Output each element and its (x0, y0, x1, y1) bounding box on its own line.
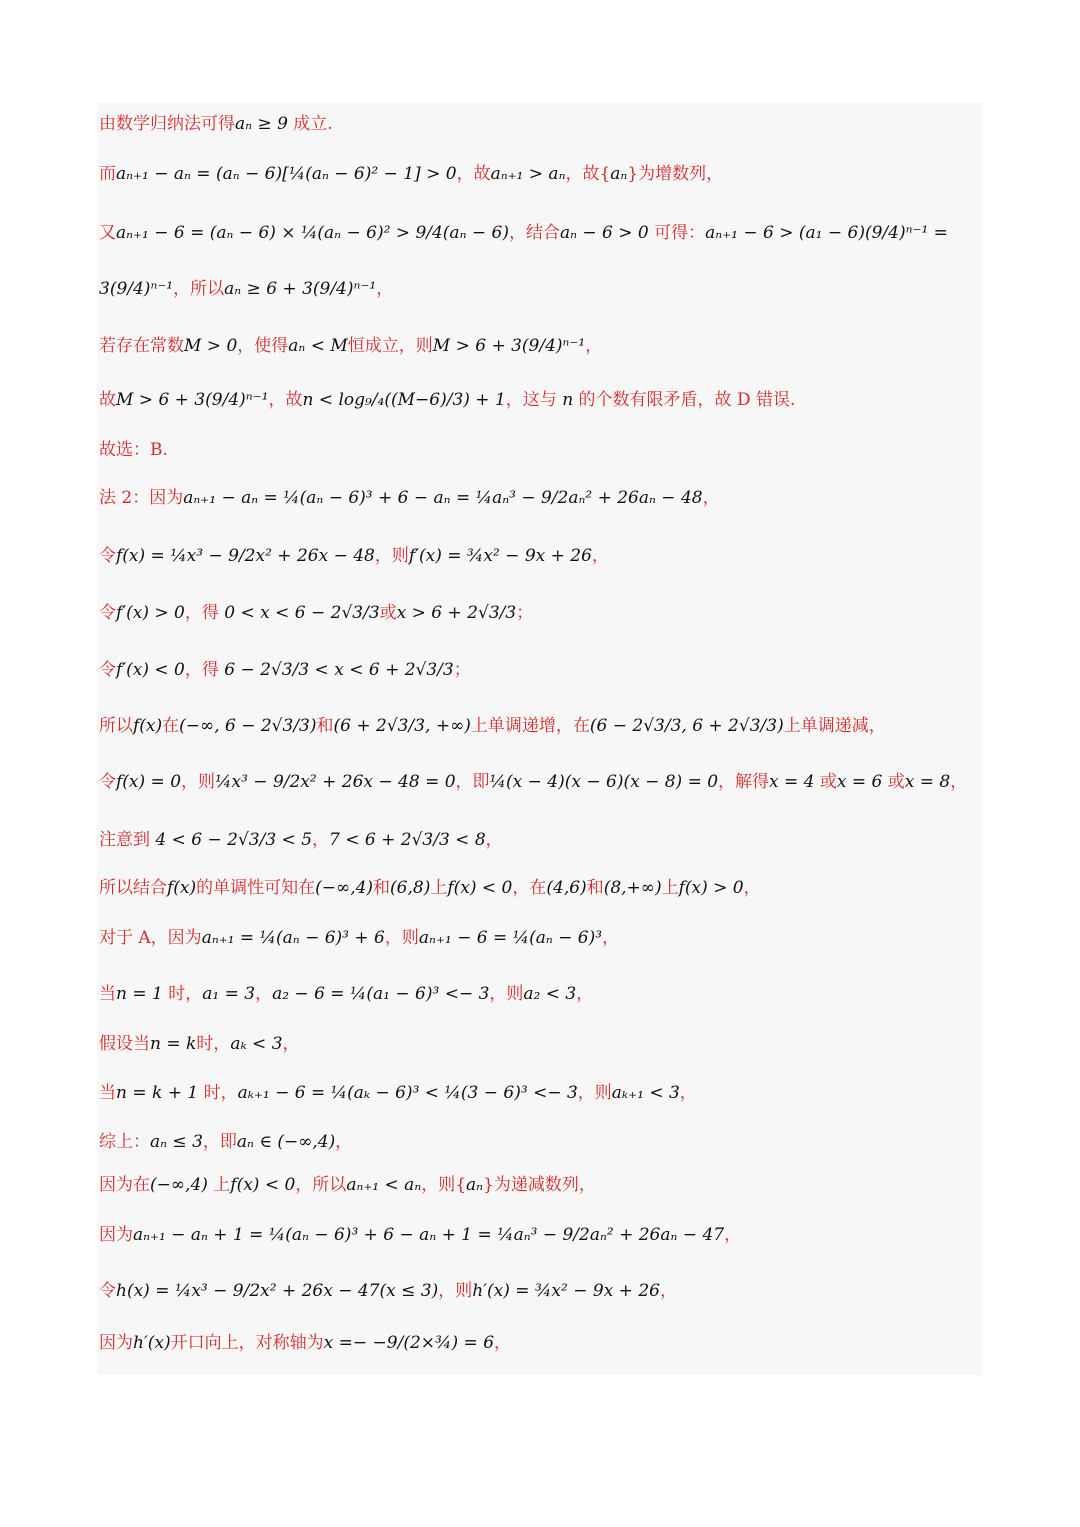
math-expression: aₙ₊₁ − 6 = (aₙ − 6) × ¼(aₙ − 6)² > 9/4(aₙ − 6) (116, 223, 509, 243)
math-expression: n < log₉/₄((M−6)/3) + 1 (302, 390, 506, 410)
solution-line (99, 274, 393, 304)
explanation-text: ，所以 (173, 279, 225, 299)
solution-line (99, 385, 795, 415)
explanation-text: 时， (162, 984, 203, 1004)
math-expression: M > 6 + 3(9/4)ⁿ⁻¹ (432, 336, 586, 356)
math-expression: (6 − 2√3/3, 6 + 2√3/3) (589, 716, 784, 736)
math-expression: aₙ₊₁ − aₙ = (aₙ − 6)[¼(aₙ − 6)² − 1] > 0 (116, 164, 457, 184)
solution-line (99, 1029, 300, 1059)
explanation-text: 或 (379, 603, 397, 623)
explanation-text: 假设当 (99, 1034, 150, 1054)
explanation-text: ，则 (577, 1083, 612, 1103)
explanation-text: 由数学归纳法可得 (99, 114, 235, 134)
explanation-text: ， (282, 1034, 300, 1054)
math-expression: x = 4 (769, 772, 815, 792)
math-expression: aₙ (466, 1175, 484, 1195)
solution-line (99, 873, 761, 903)
math-expression: x > 6 + 2√3/3 (396, 603, 517, 623)
explanation-text: 时， (198, 1083, 238, 1103)
explanation-text: 和 (373, 878, 391, 898)
solution-line (99, 1127, 352, 1157)
explanation-text: 上 (207, 1175, 231, 1195)
solution-line (99, 825, 503, 855)
explanation-text: 恒成立，则 (347, 336, 433, 356)
explanation-text: ，则 (438, 1281, 473, 1301)
explanation-text: ， (679, 1083, 697, 1103)
math-expression: n = k + 1 (116, 1083, 199, 1103)
math-expression: (6 + 2√3/3, +∞) (333, 716, 471, 736)
math-expression: (−∞,4) (150, 1175, 208, 1195)
math-expression: a₁ = 3 (202, 984, 256, 1004)
math-expression: h′(x) (133, 1333, 171, 1353)
explanation-text: }为递减数列， (483, 1175, 596, 1195)
explanation-text: 和 (316, 716, 334, 736)
solution-line (99, 598, 533, 628)
explanation-text: 的个数有限矛盾，故 D 错误. (573, 390, 796, 410)
explanation-text: ，解得 (718, 772, 770, 792)
solution-line (99, 655, 471, 685)
explanation-text: 当 (99, 1083, 116, 1103)
math-expression: a₂ − 6 = ¼(a₁ − 6)³ <− 3 (272, 984, 490, 1004)
explanation-text: ； (453, 660, 471, 680)
solution-line (99, 711, 886, 741)
explanation-text: 因为 (99, 1225, 133, 1245)
math-expression: (−∞,4) (315, 878, 374, 898)
explanation-text: 因为在 (99, 1175, 150, 1195)
math-expression: ¼x³ − 9/2x² + 26x − 48 = 0 (215, 772, 456, 792)
explanation-text: ， (602, 928, 620, 948)
explanation-text: ，使得 (237, 336, 289, 356)
math-expression: 3(9/4)ⁿ⁻¹ (99, 279, 174, 299)
explanation-text: }为增数列， (627, 164, 724, 184)
explanation-text: ，故{ (565, 164, 611, 184)
explanation-text: 上 (661, 878, 679, 898)
explanation-text: ，即 (202, 1132, 237, 1152)
explanation-text: 所以结合 (99, 878, 167, 898)
math-expression: n (562, 390, 574, 410)
explanation-text: 令 (99, 660, 116, 680)
solution-line (99, 1276, 677, 1306)
solution-line (99, 979, 593, 1009)
math-expression: h′(x) = ¾x² − 9x + 26 (472, 1281, 660, 1301)
explanation-text: ，即 (455, 772, 490, 792)
math-expression: x =− −9/(2×¾) = 6 (323, 1333, 495, 1353)
explanation-text: 的单调性可知在 (196, 878, 316, 898)
explanation-text: ，则 (384, 928, 419, 948)
explanation-text: ，则 (374, 546, 409, 566)
explanation-text: ， (950, 772, 968, 792)
solution-line (99, 331, 602, 361)
solution-line (99, 923, 619, 953)
math-expression: (4,6) (546, 878, 587, 898)
explanation-text: ，所以 (295, 1175, 347, 1195)
explanation-text: 上单调递增，在 (470, 716, 590, 736)
explanation-text: 当 (99, 984, 116, 1004)
explanation-text: ， (659, 1281, 677, 1301)
explanation-text: ，故 (268, 390, 303, 410)
math-expression: f(x) = 0 (116, 772, 182, 792)
math-expression: x = 8 (904, 772, 951, 792)
math-expression: aₙ − 6 > 0 (559, 223, 649, 243)
explanation-text: 对于 A，因为 (99, 928, 202, 948)
explanation-text: ， (255, 984, 273, 1004)
explanation-text: ，结合 (508, 223, 560, 243)
explanation-text: ，则 (181, 772, 216, 792)
explanation-text: ， (585, 336, 603, 356)
explanation-text: ， (485, 830, 503, 850)
solution-line (99, 1078, 697, 1108)
explanation-text: 若存在常数 (99, 336, 184, 356)
math-expression: h(x) = ¼x³ − 9/2x² + 26x − 47(x ≤ 3) (116, 1281, 439, 1301)
math-expression: aₙ ≥ 6 + 3(9/4)ⁿ⁻¹ (224, 279, 377, 299)
math-expression: aₖ₊₁ < 3 (611, 1083, 680, 1103)
math-expression: aₖ₊₁ − 6 = ¼(aₖ − 6)³ < ¼(3 − 6)³ <− 3 (237, 1083, 578, 1103)
explanation-text: ， (376, 279, 394, 299)
math-expression: ¼(x − 4)(x − 6)(x − 8) = 0 (489, 772, 719, 792)
explanation-text: 令 (99, 603, 116, 623)
explanation-text: ， (702, 488, 720, 508)
explanation-text: 注意到 (99, 830, 156, 850)
math-expression: n = k (150, 1034, 197, 1054)
math-expression: aₙ (610, 164, 628, 184)
explanation-text: 故 (99, 390, 116, 410)
explanation-text: 可得： (648, 223, 706, 243)
explanation-text: 在 (162, 716, 180, 736)
math-expression: aₙ < M (288, 336, 348, 356)
solution-line (99, 218, 948, 248)
solution-line (99, 1328, 511, 1358)
solution-line (99, 435, 168, 465)
math-expression: a₂ < 3 (523, 984, 577, 1004)
math-expression: aₙ ≥ 9 (235, 114, 288, 134)
explanation-text: 令 (99, 772, 116, 792)
math-expression: f′(x) < 0 (116, 660, 185, 680)
solution-line (99, 767, 967, 797)
explanation-text: 开口向上，对称轴为 (170, 1333, 324, 1353)
explanation-text: ，则{ (421, 1175, 467, 1195)
math-expression: aₖ < 3 (230, 1034, 283, 1054)
math-expression: aₙ₊₁ − aₙ + 1 = ¼(aₙ − 6)³ + 6 − aₙ + 1 = ¼aₙ³ − 9/2aₙ² + 26aₙ − 47 (133, 1225, 725, 1245)
explanation-text: ， (576, 984, 594, 1004)
explanation-text: 和 (586, 878, 604, 898)
math-expression: f′(x) > 0 (116, 603, 185, 623)
solution-line (99, 109, 333, 139)
explanation-text: 或 (814, 772, 837, 792)
math-expression: f(x) < 0 (230, 1175, 296, 1195)
explanation-text: ，这与 (505, 390, 563, 410)
explanation-text: ， (335, 1132, 353, 1152)
math-expression: f(x) > 0 (678, 878, 744, 898)
explanation-text: ，得 (184, 603, 225, 623)
explanation-text: ，得 (184, 660, 225, 680)
math-expression: aₙ₊₁ > aₙ (490, 164, 566, 184)
explanation-text: ，故 (456, 164, 491, 184)
math-expression: M > 0 (184, 336, 238, 356)
math-expression: 6 − 2√3/3 < x < 6 + 2√3/3 (224, 660, 454, 680)
solution-line (99, 1170, 596, 1200)
explanation-text: ，则 (489, 984, 524, 1004)
explanation-text: 又 (99, 223, 116, 243)
explanation-text: 故选：B. (99, 440, 168, 460)
explanation-text: 法 2：因为 (99, 488, 184, 508)
explanation-text: ； (516, 603, 534, 623)
math-expression: 7 < 6 + 2√3/3 < 8 (329, 830, 486, 850)
math-expression: aₙ₊₁ < aₙ (346, 1175, 422, 1195)
explanation-text: 成立. (287, 114, 333, 134)
explanation-text: 而 (99, 164, 116, 184)
math-expression: aₙ₊₁ − aₙ = ¼(aₙ − 6)³ + 6 − aₙ = ¼aₙ³ − 9/2aₙ² + 26aₙ − 48 (183, 488, 703, 508)
math-expression: n = 1 (116, 984, 163, 1004)
math-expression: f′(x) = ¾x² − 9x + 26 (408, 546, 592, 566)
math-expression: aₙ₊₁ − 6 = ¼(aₙ − 6)³ (418, 928, 603, 948)
math-expression: f(x) < 0 (447, 878, 513, 898)
explanation-text: ， (724, 1225, 742, 1245)
explanation-text: ， (591, 546, 609, 566)
explanation-text: 因为 (99, 1333, 133, 1353)
math-expression: (8,+∞) (603, 878, 662, 898)
explanation-text: ，在 (512, 878, 547, 898)
math-expression: 4 < 6 − 2√3/3 < 5 (155, 830, 313, 850)
math-expression: (6,8) (390, 878, 431, 898)
explanation-text: 综上： (99, 1132, 150, 1152)
explanation-text: ， (494, 1333, 512, 1353)
solution-line (99, 483, 720, 513)
math-expression: aₙ₊₁ = ¼(aₙ − 6)³ + 6 (201, 928, 385, 948)
explanation-text: 或 (882, 772, 905, 792)
explanation-text: 令 (99, 1281, 116, 1301)
explanation-text: 上单调递减， (783, 716, 886, 736)
explanation-text: 令 (99, 546, 116, 566)
math-expression: (−∞, 6 − 2√3/3) (179, 716, 317, 736)
math-expression: aₙ ∈ (−∞,4) (236, 1132, 336, 1152)
explanation-text: 所以 (99, 716, 133, 736)
explanation-text: 时， (196, 1034, 231, 1054)
math-expression: x = 6 (836, 772, 883, 792)
solution-line (99, 1220, 741, 1250)
explanation-text: ， (312, 830, 330, 850)
math-expression: f(x) (133, 716, 163, 736)
math-expression: f(x) = ¼x³ − 9/2x² + 26x − 48 (116, 546, 375, 566)
math-expression: f(x) (167, 878, 197, 898)
math-expression: M > 6 + 3(9/4)ⁿ⁻¹ (116, 390, 269, 410)
math-expression: aₙ ≤ 3 (150, 1132, 203, 1152)
explanation-text: ， (743, 878, 761, 898)
explanation-text: 上 (430, 878, 448, 898)
math-expression: aₙ₊₁ − 6 > (a₁ − 6)(9/4)ⁿ⁻¹ = (705, 223, 948, 243)
math-expression: 0 < x < 6 − 2√3/3 (224, 603, 380, 623)
solution-line (99, 159, 723, 189)
solution-line (99, 541, 609, 571)
